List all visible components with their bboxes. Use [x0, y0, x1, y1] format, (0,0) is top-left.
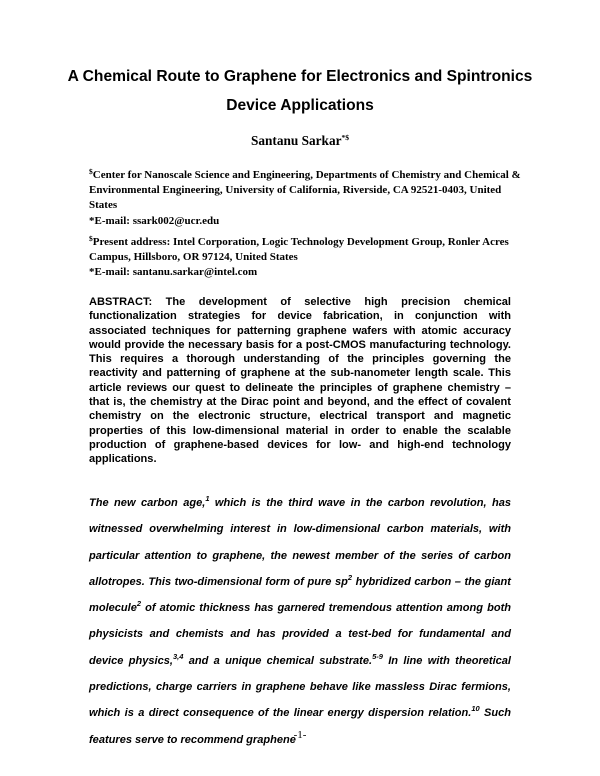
superscript-sp2: 2 [347, 572, 353, 582]
abstract: ABSTRACT: The development of selective high precision chemical functionalization strategies for device fabrication, in conjunction with associated techniques for patterning graphene wafers with atomic accuracy would provide the necessary basis for a post-CMOS manufacturing technology. This requires a thorough understanding of the principles governing the reactivity and patterning of graphene at the sub-nanometer length scale. This article reviews our quest to delineate the principles of graphene chemistry – that is, the chemistry at the Dirac point and beyond, and the effect of covalent chemistry on the electronic structure, electrical transport and magnetic properties of this low-dimensional material in order to enable the scalable production of graphene-based devices for low- and high-end technology applications. [89, 296, 511, 466]
affiliation-1-body: Center for Nanoscale Science and Engineering, Departments of Chemistry and Chemical & Environmental Engineering, University of California, Riverside, CA 92521-0403, United States [89, 169, 521, 212]
body-paragraph [89, 490, 511, 753]
page-number: -1- [293, 729, 307, 741]
affiliation-1-email: *E-mail: ssark002@ucr.edu [89, 214, 220, 227]
citation-3-4: 3,4 [172, 651, 184, 661]
citation-2: 2 [136, 599, 142, 609]
affiliation-1-mark: $ [89, 167, 93, 176]
body-text-2: which is the third wave in the carbon revolution, has witnessed overwhelming interest in low-dimensional carbon materials, with particular attention to graphene, the newest member of the series of carbon allotropes. This two-dimensional form of pure sp [89, 497, 511, 588]
body-text-6: In line with theoretical predictions, charge carriers in graphene behave like massless Dirac fermions, which is a direct consequence of the linear energy dispersion relation. [89, 654, 512, 720]
affiliation-2-body: Present address: Intel Corporation, Logic Technology Development Group, Ronler Acres Campus, Hillsboro, OR 97124, United States [89, 236, 509, 264]
body-text-5: and a unique chemical substrate. [183, 654, 373, 667]
affiliation-1-text [89, 169, 521, 211]
body-text-3: hybridized carbon – the giant molecule [89, 575, 511, 615]
author-line [60, 133, 540, 149]
affiliation-2-email: *E-mail: santanu.sarkar@intel.com [89, 266, 258, 279]
citation-5-9: 5-9 [372, 651, 383, 661]
affiliation-2-text [89, 236, 509, 263]
author-marks: *$ [341, 133, 350, 142]
citation-1: 1 [205, 494, 210, 503]
affiliation-2-mark: $ [89, 234, 93, 243]
body-text-1: The new carbon age, [89, 497, 206, 509]
affiliation-1 [89, 168, 529, 229]
paper-title: A Chemical Route to Graphene for Electronics and Spintronics Device Applications [67, 68, 533, 114]
body-text-4: of atomic thickness has garnered tremendous attention among both physicists and chemists and has provided a test-bed for fundamental and device physics, [89, 602, 511, 667]
citation-10: 10 [471, 704, 480, 714]
body-text-7: Such features serve to recommend graphene [89, 707, 512, 746]
affiliation-2 [89, 235, 529, 281]
author-name: Santanu Sarkar [250, 133, 342, 148]
